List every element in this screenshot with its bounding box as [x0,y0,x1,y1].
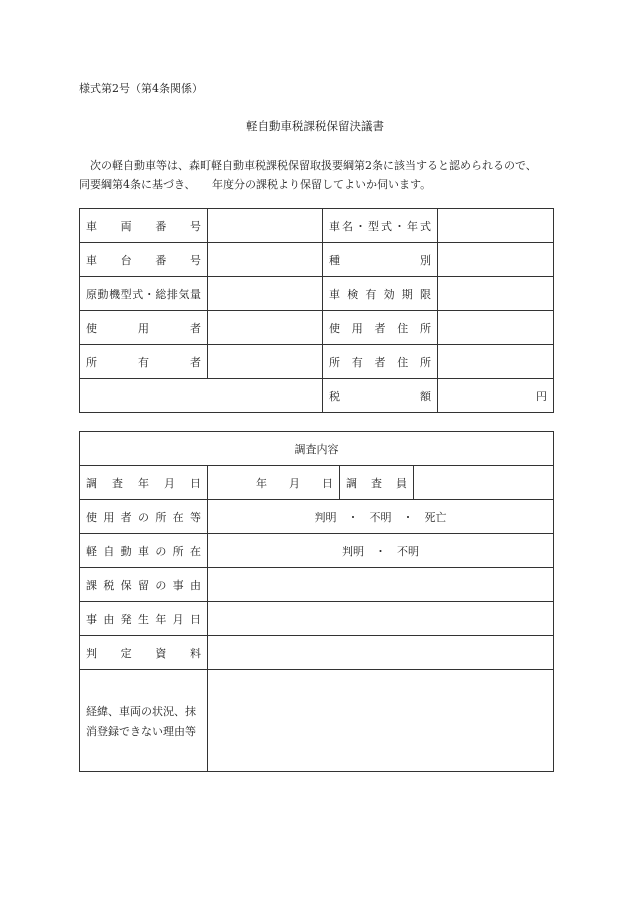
chassis-number-label: 車台番号 [80,243,208,277]
intro-text [79,156,559,194]
table-row [80,209,554,243]
vehicle-location-options[interactable]: 判明 ・ 不明 [208,534,554,568]
occurrence-date-field[interactable] [208,602,554,636]
reason-label: 課税保留の事由 [80,568,208,602]
survey-date-label: 調査年月日 [80,466,208,500]
owner-address-label: 所有者住所 [323,345,438,379]
survey-heading: 調査内容 [80,432,554,466]
engine-displacement-label: 原動機型式・総排気量 [80,277,208,311]
table-row [80,277,554,311]
intro-line-1: 次の軽自動車等は、森町軽自動車税課税保留取扱要綱第2条に該当すると認められるので、 [90,159,537,172]
user-location-label: 使用者の所在等 [80,500,208,534]
table-row [80,432,554,466]
table-row [80,243,554,277]
yen-unit: 円 [536,389,547,403]
table-row [80,568,554,602]
model-year-label: 車名・型式・年式 [323,209,438,243]
blank-cell [80,379,323,413]
model-year-field[interactable] [438,209,554,243]
circumstance-label-line-2: 消登録できない理由等 [86,724,196,738]
survey-table [79,431,554,772]
reason-field[interactable] [208,568,554,602]
user-location-options[interactable]: 判明 ・ 不明 ・ 死亡 [208,500,554,534]
circumstance-field[interactable] [208,670,554,772]
document-title: 軽自動車税課税保留決議書 [246,119,384,133]
table-row [80,311,554,345]
table-row [80,636,554,670]
owner-address-field[interactable] [438,345,554,379]
inspection-expiry-field[interactable] [438,277,554,311]
evidence-label: 判定資料 [80,636,208,670]
table-row [80,534,554,568]
table-row [80,500,554,534]
survey-date-value: 年 月 日 [256,476,333,490]
user-address-label: 使用者住所 [323,311,438,345]
survey-date-field[interactable] [208,466,340,500]
table-row [80,602,554,636]
vehicle-info-table [79,208,554,413]
table-row [80,345,554,379]
table-row [80,379,554,413]
category-field[interactable] [438,243,554,277]
intro-line-2: 同要綱第4条に基づき、 年度分の課税より保留してよいか伺います。 [79,178,432,191]
user-address-field[interactable] [438,311,554,345]
tax-amount-label: 税額 [323,379,438,413]
occurrence-date-label: 事由発生年月日 [80,602,208,636]
owner-label: 所有者 [80,345,208,379]
tax-amount-field[interactable] [438,379,554,413]
vehicle-number-field[interactable] [208,209,323,243]
vehicle-number-label: 車両番号 [80,209,208,243]
owner-field[interactable] [208,345,323,379]
user-field[interactable] [208,311,323,345]
user-label: 使用者 [80,311,208,345]
category-label: 種別 [323,243,438,277]
inspector-field[interactable] [414,466,554,500]
vehicle-location-label: 軽自動車の所在 [80,534,208,568]
table-row [80,670,554,772]
engine-displacement-field[interactable] [208,277,323,311]
form-number-label: 様式第2号（第4条関係） [79,82,203,95]
inspection-expiry-label: 車検有効期限 [323,277,438,311]
circumstance-label-line-1: 経緯、車両の状況、抹 [86,704,196,718]
table-row [80,466,554,500]
circumstance-label [80,670,208,772]
evidence-field[interactable] [208,636,554,670]
inspector-label: 調査員 [340,466,414,500]
chassis-number-field[interactable] [208,243,323,277]
